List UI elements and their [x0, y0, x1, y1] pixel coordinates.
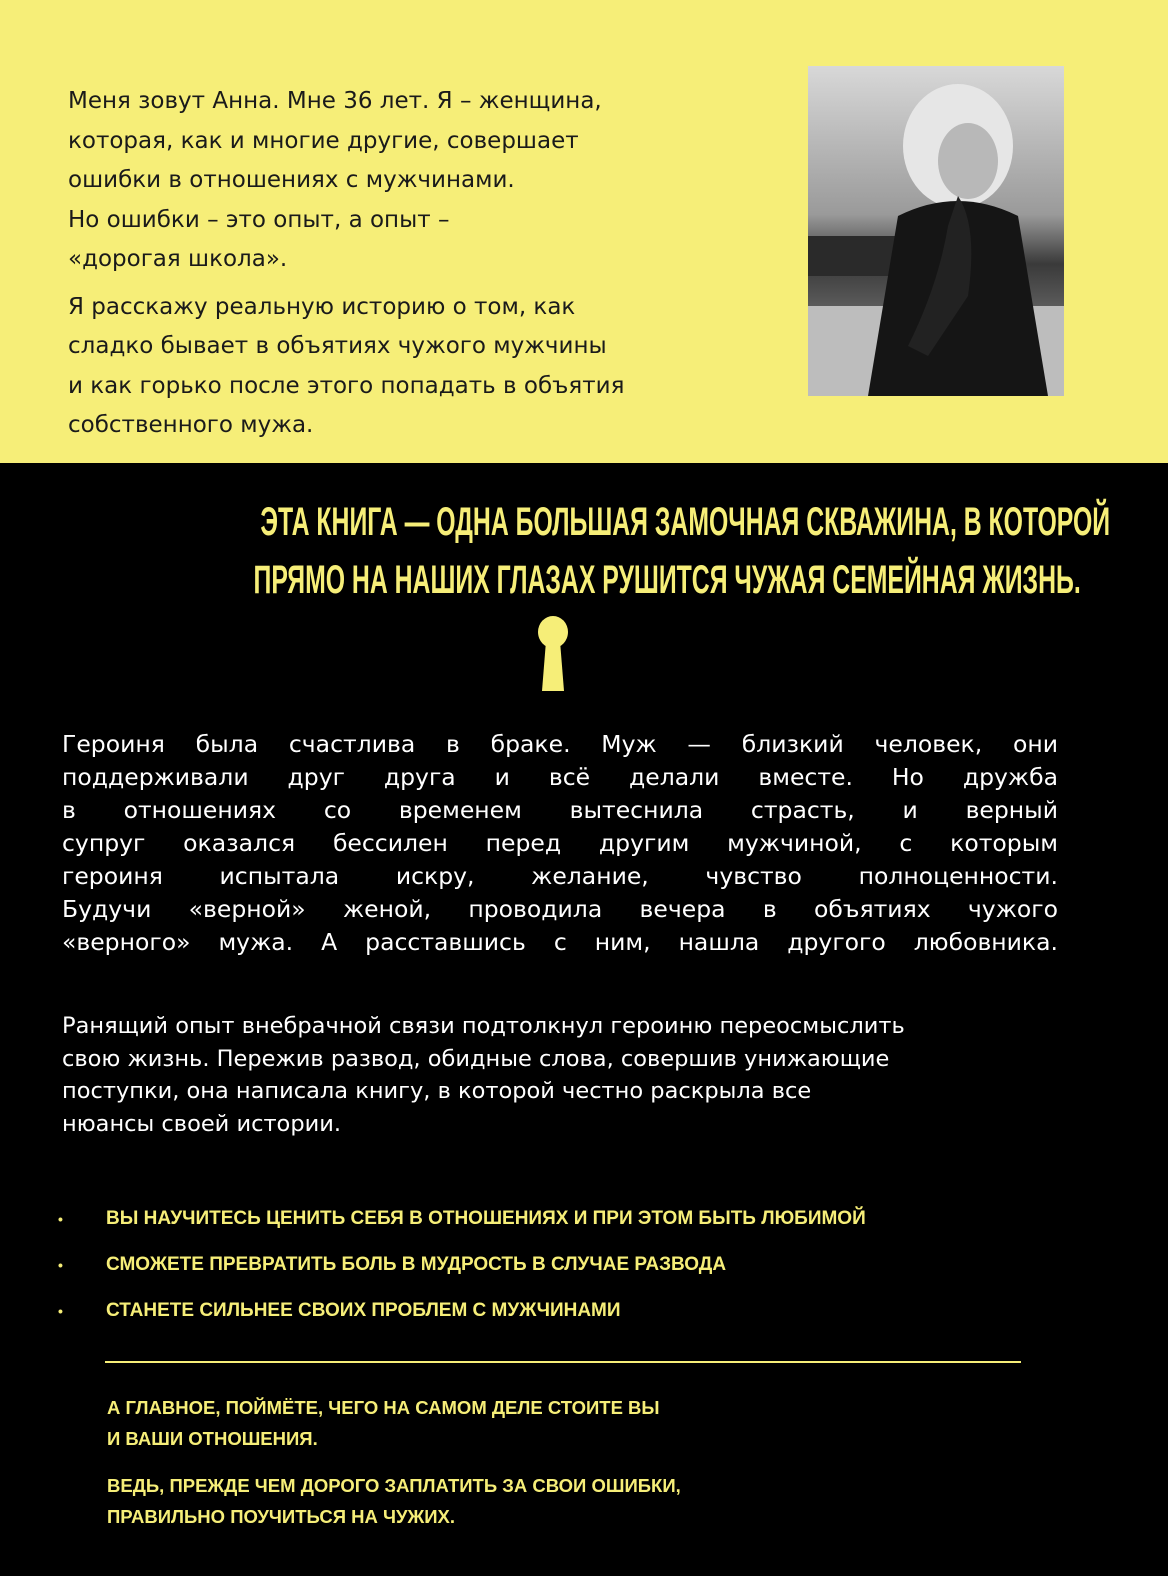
list-item — [58, 1300, 1058, 1346]
author-photo — [808, 66, 1064, 396]
author-silhouette-image — [808, 66, 1064, 396]
list-item-text: СМОЖЕТЕ ПРЕВРАТИТЬ БОЛЬ В МУДРОСТЬ В СЛУЧАЕ РАЗВОДА — [106, 1254, 727, 1275]
story-line: Ранящий опыт внебрачной связи подтолкнул героиню переосмыслить — [62, 1013, 905, 1039]
closing-text — [107, 1392, 681, 1548]
story-line: «верного» мужа. А расставшись с ним, нашла другого любовника. — [62, 928, 1058, 956]
story-line: поддерживали друг друга и всё делали вместе. Но дружба — [62, 763, 1058, 791]
headline-line: ЭТА КНИГА — ОДНА БОЛЬШАЯ ЗАМОЧНАЯ СКВАЖИНА, В КОТОРОЙ — [260, 500, 1111, 544]
closing-line: ВЕДЬ, ПРЕЖДЕ ЧЕМ ДОРОГО ЗАПЛАТИТЬ ЗА СВОИ ОШИБКИ, — [107, 1475, 681, 1496]
intro-line: «дорогая школа». — [68, 246, 288, 272]
intro-line: собственного мужа. — [68, 412, 314, 438]
divider — [105, 1361, 1021, 1363]
intro-line: которая, как и многие другие, совершает — [68, 127, 579, 154]
list-item-text: ВЫ НАУЧИТЕСЬ ЦЕНИТЬ СЕБЯ В ОТНОШЕНИЯХ И ПРИ ЭТОМ БЫТЬ ЛЮБИМОЙ — [106, 1208, 866, 1229]
intro-paragraph-1 — [68, 82, 788, 280]
bullet-icon: • — [58, 1211, 63, 1227]
story-line: в отношениях со временем вытеснила страсть, и верный — [62, 796, 1058, 824]
bullet-icon: • — [58, 1257, 63, 1273]
story-line: Будучи «верной» женой, проводила вечера в объятиях чужого — [62, 895, 1058, 923]
story-line: нюансы своей истории. — [62, 1110, 341, 1137]
list-item — [58, 1208, 1058, 1254]
list-item-text: СТАНЕТЕ СИЛЬНЕЕ СВОИХ ПРОБЛЕМ С МУЖЧИНАМИ — [106, 1300, 621, 1321]
closing-line: А ГЛАВНОЕ, ПОЙМЁТЕ, ЧЕГО НА САМОМ ДЕЛЕ СТОИТЕ ВЫ — [107, 1397, 660, 1418]
intro-paragraph-2 — [68, 288, 788, 446]
headline — [0, 500, 1168, 616]
story-line: поступки, она написала книгу, в которой честно раскрыла все — [62, 1078, 812, 1104]
story-line: героиня испытала искру, желание, чувство полноценности. — [62, 862, 1058, 890]
headline-line: ПРЯМО НА НАШИХ ГЛАЗАХ РУШИТСЯ ЧУЖАЯ СЕМЕЙНАЯ ЖИЗНЬ. — [253, 558, 1081, 602]
intro-line: Но ошибки – это опыт, а опыт – — [68, 206, 450, 233]
story-paragraph-1 — [62, 728, 1058, 959]
closing-line: ПРАВИЛЬНО ПОУЧИТЬСЯ НА ЧУЖИХ. — [107, 1506, 456, 1527]
intro-line: Меня зовут Анна. Мне 36 лет. Я – женщина, — [68, 88, 602, 114]
keyhole-icon — [535, 615, 571, 691]
benefits-list — [58, 1208, 1058, 1346]
closing-paragraph-1 — [107, 1392, 681, 1454]
closing-paragraph-2 — [107, 1470, 681, 1532]
story-line: супруг оказался бессилен перед другим мужчиной, с которым — [62, 829, 1058, 857]
intro-line: и как горько после этого попадать в объятия — [68, 372, 625, 399]
closing-line: И ВАШИ ОТНОШЕНИЯ. — [107, 1428, 318, 1449]
intro-line: Я расскажу реальную историю о том, как — [68, 293, 576, 320]
intro-line: сладко бывает в объятиях чужого мужчины — [68, 333, 607, 359]
author-intro — [68, 82, 788, 454]
story-line: свою жизнь. Пережив развод, обидные слова, совершив унижающие — [62, 1045, 890, 1072]
list-item — [58, 1254, 1058, 1300]
bullet-icon: • — [58, 1303, 63, 1319]
intro-line: ошибки в отношениях с мужчинами. — [68, 167, 515, 193]
story-line: Героиня была счастлива в браке. Муж — близкий человек, они — [62, 730, 1058, 758]
story-paragraph-2 — [62, 1010, 1058, 1140]
